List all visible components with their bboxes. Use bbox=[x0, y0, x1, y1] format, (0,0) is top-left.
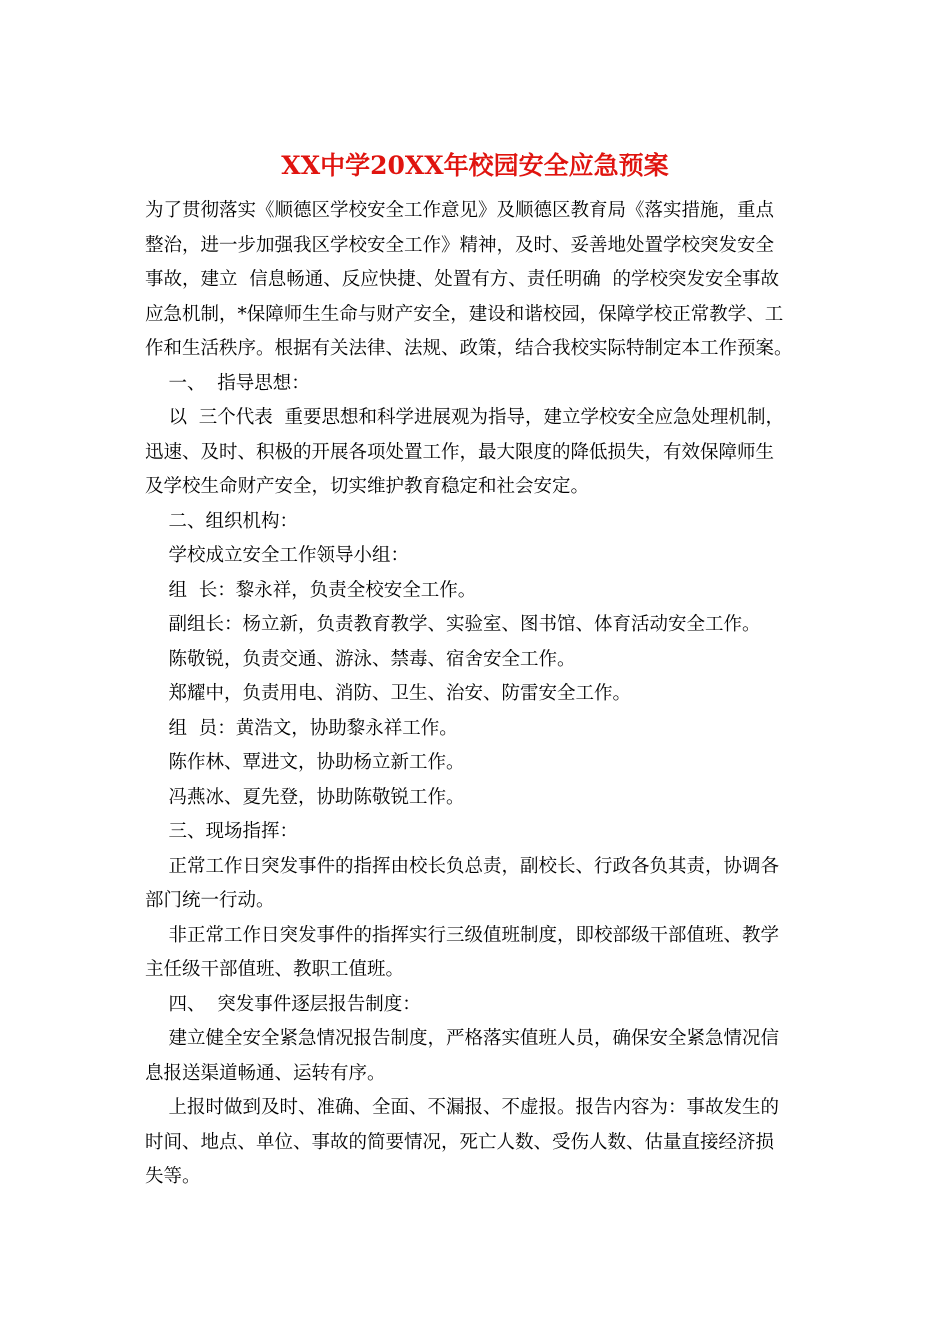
body-line: 正常工作日突发事件的指挥由校长负总责，副校长、行政各负其责，协调各 bbox=[145, 855, 780, 877]
body-line: 迅速、及时、积极的开展各项处置工作，最大限度的降低损失，有效保障师生 bbox=[145, 441, 775, 463]
body-line: 事故，建立 信息畅通、反应快捷、处置有方、责任明确 的学校突发安全事故 bbox=[145, 269, 780, 290]
body-line: 建立健全安全紧急情况报告制度，严格落实值班人员，确保安全紧急情况信 bbox=[145, 1028, 780, 1049]
body-line: 陈敬锐，负责交通、游泳、禁毒、宿舍安全工作。 bbox=[145, 648, 576, 670]
body-line: 副组长：杨立新，负责教育教学、实验室、图书馆、体育活动安全工作。 bbox=[145, 614, 761, 635]
body-line: 组 长：黎永祥，负责全校安全工作。 bbox=[145, 579, 477, 601]
document-title: XX中学20XX年校园安全应急预案 bbox=[281, 151, 669, 180]
body-line: 息报送渠道畅通、运转有序。 bbox=[145, 1062, 386, 1084]
section-heading: 四、 突发事件逐层报告制度： bbox=[145, 993, 421, 1015]
body-line: 为了贯彻落实《顺德区学校安全工作意见》及顺德区教育局《落实措施，重点 bbox=[145, 200, 775, 221]
body-line: 非正常工作日突发事件的指挥实行三级值班制度，即校部级干部值班、教学 bbox=[145, 924, 780, 946]
body-line: 整治，进一步加强我区学校安全工作》精神，及时、妥善地处置学校突发安全 bbox=[145, 234, 775, 256]
section-heading: 三、现场指挥： bbox=[145, 821, 299, 842]
body-line: 陈作林、覃进文，协助杨立新工作。 bbox=[145, 752, 465, 773]
body-line: 失等。 bbox=[145, 1166, 201, 1187]
body-line: 冯燕冰、夏先登，协助陈敬锐工作。 bbox=[145, 786, 465, 808]
body-line: 作和生活秩序。根据有关法律、法规、政策，结合我校实际特制定本工作预案。 bbox=[145, 338, 793, 359]
section-heading: 一、 指导思想： bbox=[145, 372, 310, 394]
body-line: 组 员：黄浩文，协助黎永祥工作。 bbox=[145, 717, 458, 739]
body-line: 部门统一行动。 bbox=[145, 890, 275, 911]
body-line: 以 三个代表 重要思想和科学进展观为指导，建立学校安全应急处理机制， bbox=[145, 407, 785, 428]
document-body bbox=[145, 194, 813, 1195]
body-line: 上报时做到及时、准确、全面、不漏报、不虚报。报告内容为：事故发生的 bbox=[145, 1097, 780, 1118]
body-line: 学校成立安全工作领导小组： bbox=[145, 545, 410, 566]
section-heading: 二、组织机构： bbox=[145, 510, 299, 532]
body-line: 郑耀中，负责用电、消防、卫生、治安、防雷安全工作。 bbox=[145, 683, 632, 704]
body-line: 及学校生命财产安全，切实维护教育稳定和社会安定。 bbox=[145, 476, 590, 497]
body-line: 应急机制，*保障师生生命与财产安全，建设和谐校园，保障学校正常教学、工 bbox=[145, 303, 784, 325]
body-line: 时间、地点、单位、事故的简要情况，死亡人数、受伤人数、估量直接经济损 bbox=[145, 1131, 775, 1153]
body-line: 主任级干部值班、教职工值班。 bbox=[145, 959, 405, 980]
